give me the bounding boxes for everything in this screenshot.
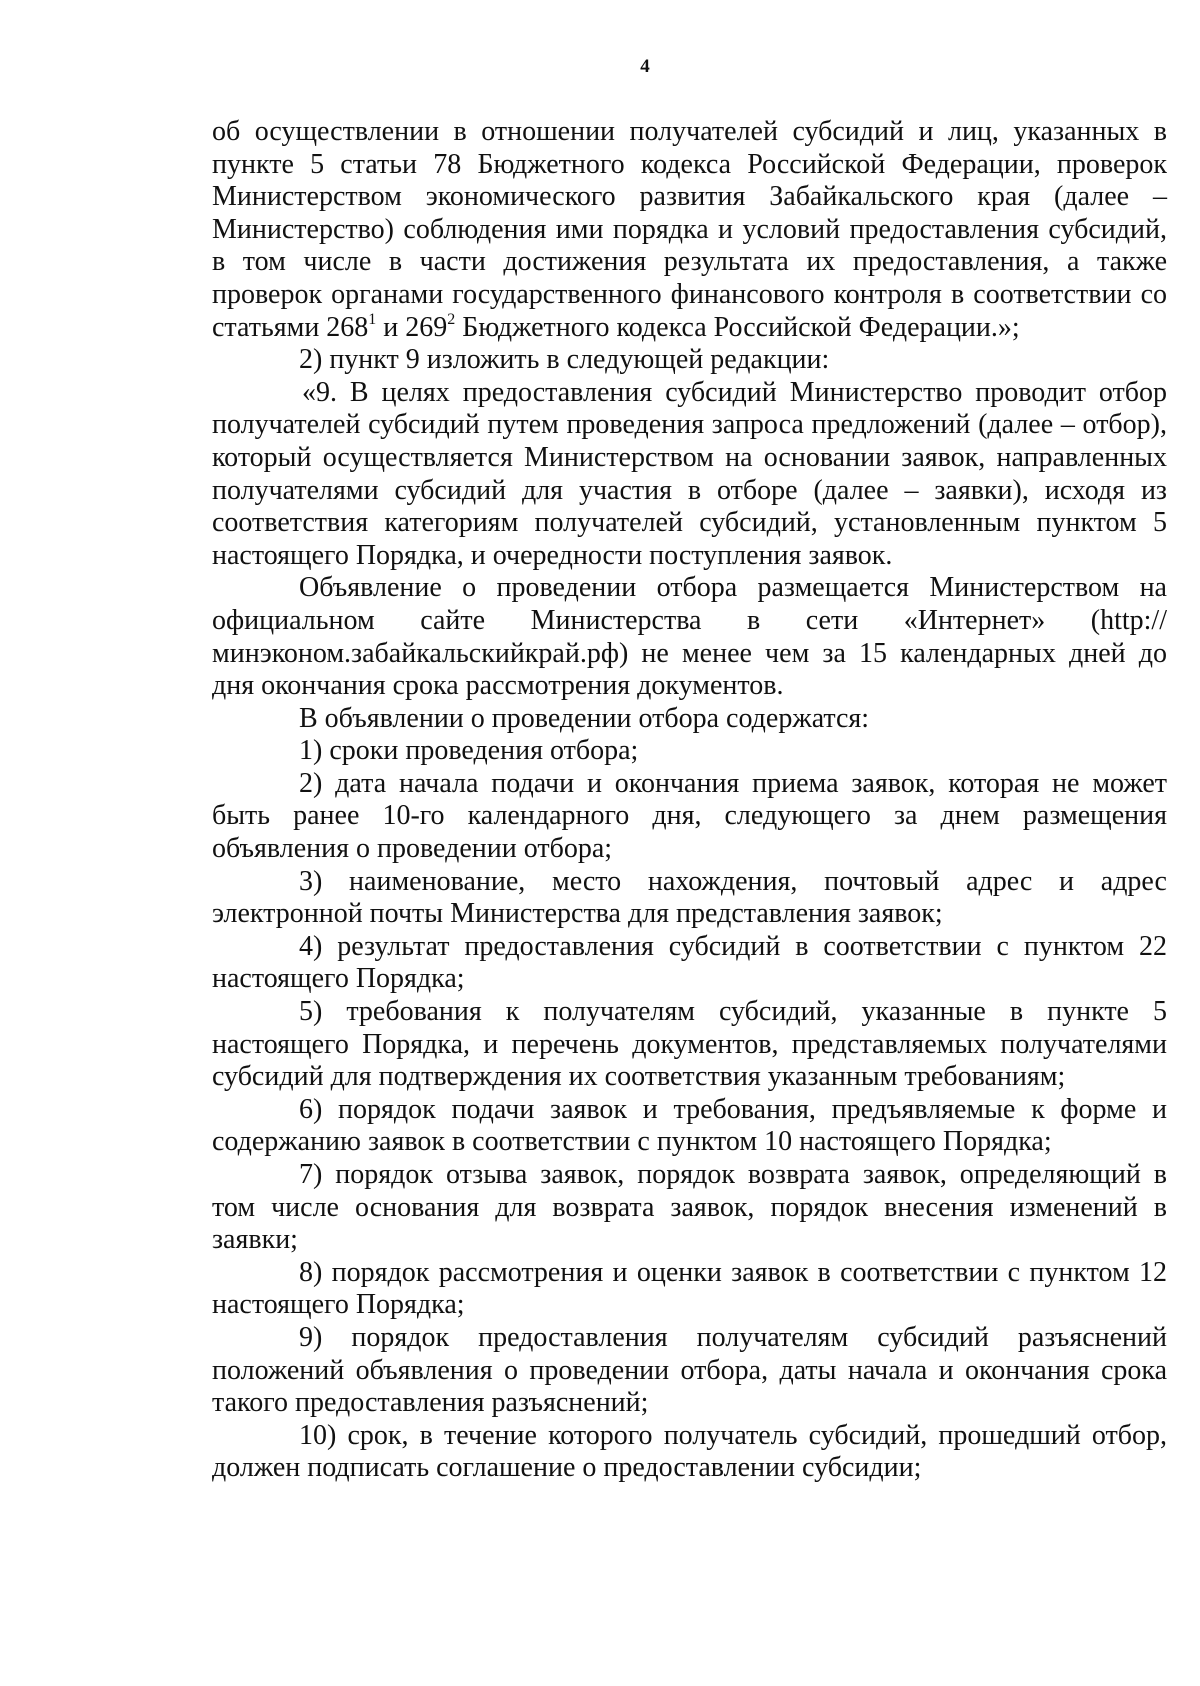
paragraph: Объявление о проведении отбора размещается Министерством на официальном сайте Министерства в сети «Интернет» (http://минэконом.забайкальскийкрай.рф) не менее чем за 15 календарных дней до дня окончания срока рассмотрения документов.: [212, 572, 1167, 702]
list-item: 8) порядок рассмотрения и оценки заявок в соответствии с пунктом 12 настоящего Порядка;: [212, 1256, 1167, 1321]
superscript: 2: [447, 310, 456, 328]
list-item: 9) порядок предоставления получателям субсидий разъяснений положений объявления о проведении отбора, даты начала и окончания срока такого предоставления разъяснений;: [212, 1321, 1167, 1419]
paragraph-text: Бюджетного кодекса Российской Федерации.»;: [455, 311, 1020, 343]
list-item: 7) порядок отзыва заявок, порядок возврата заявок, определяющий в том числе основания для возврата заявок, порядок внесения изменений в заявки;: [212, 1159, 1167, 1256]
list-item: 5) требования к получателям субсидий, указанные в пункте 5 настоящего Порядка, и перечень документов, представляемых получателями субсидий для подтверждения их соответствия указанным требованиям;: [212, 996, 1167, 1093]
list-item: 4) результат предоставления субсидий в соответствии с пунктом 22 настоящего Порядка;: [212, 930, 1167, 995]
paragraph-text: об осуществлении в отношении получателей субсидий и лиц, указанных в пункте 5 статьи 78 Бюджетного кодекса Российской Федерации, проверок Министерством экономического развития Забайкальского края (далее – Министерство) соблюдения ими порядка и условий предоставления субсидий, в том числе в части достижения результата их предоставления, а также проверок органами государственного финансового контроля в соответствии со статьями 268: [212, 116, 1167, 343]
page-number: 4: [640, 56, 650, 77]
paragraph: 2) пункт 9 изложить в следующей редакции:: [299, 344, 830, 376]
paragraph: В объявлении о проведении отбора содержатся:: [299, 702, 870, 734]
paragraph: «9. В целях предоставления субсидий Министерство проводит отбор получателей субсидий путем проведения запроса предложений (далее – отбор), который осуществляется Министерством на основании заявок, направленных получателями субсидий для участия в отборе (далее – заявки), исходя из соответствия категориям получателей субсидий, установленным пунктом 5 настоящего Порядка, и очередности поступления заявок.: [212, 376, 1167, 571]
paragraph-text: и 269: [376, 311, 448, 343]
list-item: 2) дата начала подачи и окончания приема заявок, которая не может быть ранее 10-го календарного дня, следующего за днем размещения объявления о проведении отбора;: [212, 767, 1167, 865]
list-item: 3) наименование, место нахождения, почтовый адрес и адрес электронной почты Министерства для представления заявок;: [212, 865, 1167, 930]
paragraph-continuation: [212, 116, 1167, 344]
superscript: 1: [368, 310, 377, 328]
list-item: 6) порядок подачи заявок и требования, предъявляемые к форме и содержанию заявок в соответствии с пунктом 10 настоящего Порядка;: [212, 1093, 1167, 1158]
list-item: 10) срок, в течение которого получатель субсидий, прошедший отбор, должен подписать соглашение о предоставлении субсидии;: [212, 1419, 1167, 1484]
document-body: [212, 116, 1167, 1485]
list-item: 1) сроки проведения отбора;: [299, 735, 639, 767]
